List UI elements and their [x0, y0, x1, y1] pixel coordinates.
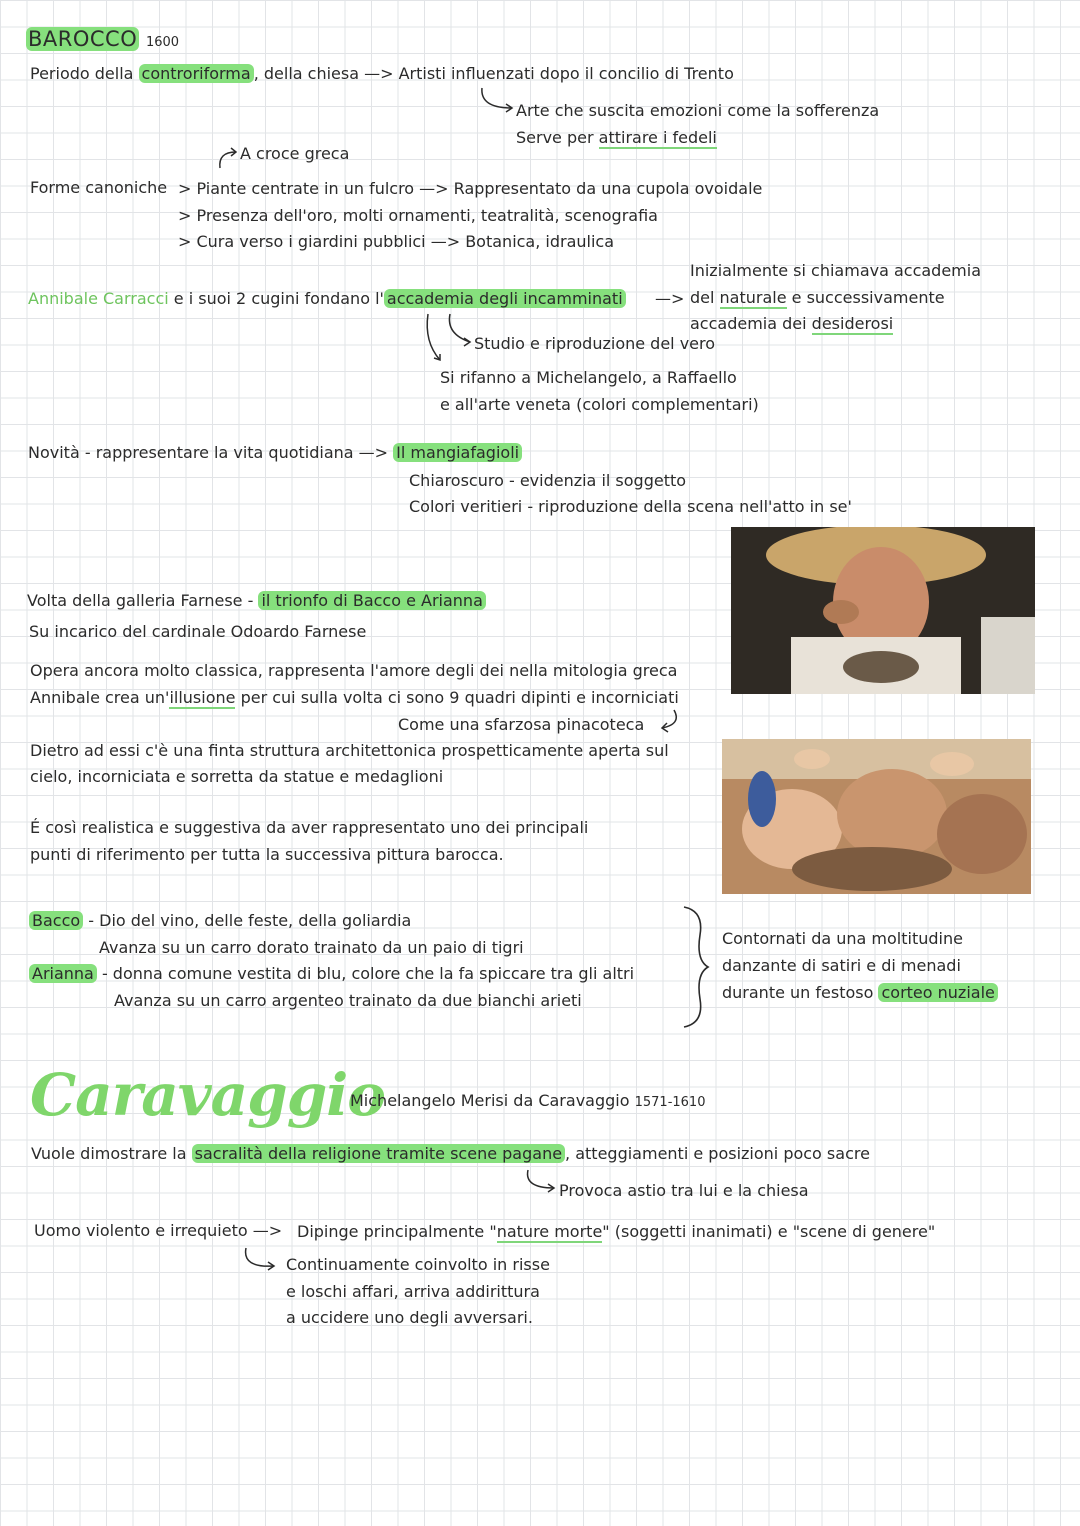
croce-greca: A croce greca: [240, 144, 350, 163]
rifanno-2: e all'arte veneta (colori complementari): [440, 395, 759, 414]
novita-text: Novità - rappresentare la vita quotidiana —>: [28, 443, 389, 462]
incarico: Su incarico del cardinale Odoardo Farnese: [29, 622, 367, 641]
double-curve-arrow-icon: [420, 312, 480, 372]
arianna-desc: - donna comune vestita di blu, colore che la fa spiccare tra gli altri: [96, 964, 635, 983]
caravaggio-l1: [31, 1144, 870, 1164]
forme-item-1: > Piante centrate in un fulcro —> Rappresentato da una cupola ovoidale: [178, 179, 763, 198]
title-year: 1600: [145, 35, 180, 50]
page-title: [26, 26, 179, 56]
caravaggio-title: Caravaggio: [30, 1061, 385, 1129]
intro-text-a: Periodo della: [30, 64, 139, 83]
dipinge-line: [297, 1222, 935, 1242]
naturale-underline: naturale: [719, 288, 787, 307]
caravaggio-l1-b: , atteggiamenti e posizioni poco sacre: [565, 1144, 870, 1163]
incamminati-highlight: accademia degli incamminati: [384, 289, 626, 308]
mangiafagioli-figure: [731, 527, 1035, 694]
curve-arrow-icon: [478, 86, 518, 116]
volta-title: [27, 591, 486, 611]
corteo-highlight: corteo nuziale: [878, 983, 997, 1002]
desiderosi-line: [690, 314, 893, 334]
colori-veritieri: Colori veritieri - riproduzione della scena nell'atto in se': [409, 497, 852, 516]
caravaggio-fullname: Michelangelo Merisi da Caravaggio: [350, 1091, 630, 1110]
sacralita-highlight: sacralità della religione tramite scene pagane: [192, 1144, 565, 1163]
contornati-1: Contornati da una moltitudine: [722, 929, 963, 948]
volta-title-a: Volta della galleria Farnese -: [27, 591, 259, 610]
volta-p4: cielo, incorniciata e sorretta da statue e medaglioni: [30, 767, 444, 786]
mangiafagioli-highlight: Il mangiafagioli: [393, 443, 522, 462]
bacco-desc2: Avanza su un carro dorato trainato da un paio di tigri: [99, 938, 524, 957]
caravaggio-years: 1571-1610: [634, 1095, 706, 1110]
volta-p6: punti di riferimento per tutta la successiva pittura barocca.: [30, 845, 504, 864]
controriforma-highlight: controriforma: [139, 64, 254, 83]
volta-p2-b: per cui sulla volta ci sono 9 quadri dipinti e incorniciati: [235, 688, 679, 707]
inizialmente: Inizialmente si chiamava accademia: [690, 261, 982, 280]
volta-p2: [30, 688, 679, 708]
contornati-3-a: durante un festoso: [722, 983, 879, 1002]
studio-vero: Studio e riproduzione del vero: [474, 334, 716, 353]
risse-2: e loschi affari, arriva addirittura: [286, 1282, 540, 1301]
desiderosi-underline: desiderosi: [811, 314, 894, 333]
desiderosi-a: accademia dei: [690, 314, 812, 333]
bacco-highlight: Bacco: [29, 911, 83, 930]
naturale-line: [690, 288, 945, 308]
trionfo-highlight: il trionfo di Bacco e Arianna: [258, 591, 485, 610]
arte-emozioni: Arte che suscita emozioni come la sofferenza: [516, 101, 880, 120]
bacco-line: [29, 911, 411, 931]
forme-item-3: > Cura verso i giardini pubblici —> Botanica, idraulica: [178, 232, 615, 251]
naturale-a: del: [690, 288, 720, 307]
naturale-b: e successivamente: [786, 288, 945, 307]
carracci-text: e i suoi 2 cugini fondano l': [168, 289, 384, 308]
volta-p2-a: Annibale crea un': [30, 688, 170, 707]
accademia-arrow: —>: [655, 289, 685, 308]
volta-p3: Dietro ad essi c'è una finta struttura architettonica prospetticamente aperta sul: [30, 741, 669, 760]
intro-line: [30, 64, 734, 84]
attirare-underline: attirare i fedeli: [598, 128, 717, 147]
arianna-desc2: Avanza su un carro argenteo trainato da due bianchi arieti: [114, 991, 582, 1010]
curl-arrow-icon: [654, 708, 684, 734]
contornati-3: [722, 983, 998, 1003]
trionfo-painting: [722, 739, 1031, 894]
uomo-violento: Uomo violento e irrequieto —>: [34, 1221, 283, 1240]
curve-up-arrow-icon: [212, 146, 242, 170]
illusione-underline: illusione: [169, 688, 236, 707]
forme-item-2: > Presenza dell'oro, molti ornamenti, teatralità, scenografia: [178, 206, 658, 225]
caravaggio-full: [350, 1091, 705, 1113]
novita-line: [28, 443, 522, 463]
title-text: BAROCCO: [28, 27, 138, 51]
attirare-fedeli: [516, 128, 717, 148]
dipinge-b: " (soggetti inanimati) e "scene di genere": [602, 1222, 936, 1241]
rifanno-1: Si rifanno a Michelangelo, a Raffaello: [440, 368, 737, 387]
curve-arrow-icon-3: [240, 1246, 280, 1276]
carracci-name: Annibale Carracci: [28, 289, 169, 308]
risse-3: a uccidere uno degli avversari.: [286, 1308, 533, 1327]
nature-morte-underline: nature morte: [496, 1222, 603, 1241]
chiaroscuro: Chiaroscuro - evidenzia il soggetto: [409, 471, 687, 490]
arianna-line: [29, 964, 634, 984]
dipinge-a: Dipinge principalmente ": [297, 1222, 497, 1241]
volta-p1: Opera ancora molto classica, rappresenta l'amore degli dei nella mitologia greca: [30, 661, 678, 680]
mangiafagioli-painting: [731, 527, 1035, 694]
curve-arrow-icon-2: [522, 1168, 558, 1198]
contornati-2: danzante di satiri e di menadi: [722, 956, 961, 975]
trionfo-scene: [722, 739, 1031, 894]
pinacoteca: Come una sfarzosa pinacoteca: [398, 715, 645, 734]
attirare-text: Serve per: [516, 128, 599, 147]
risse-1: Continuamente coinvolto in risse: [286, 1255, 550, 1274]
curly-brace-icon: [678, 905, 712, 1030]
arianna-highlight: Arianna: [29, 964, 97, 983]
bacco-desc: - Dio del vino, delle feste, della goliardia: [83, 911, 412, 930]
forme-label: Forme canoniche: [30, 178, 168, 197]
carracci-line: [28, 289, 626, 309]
intro-text-b: , della chiesa —> Artisti influenzati dopo il concilio di Trento: [253, 64, 734, 83]
astio: Provoca astio tra lui e la chiesa: [559, 1181, 809, 1200]
volta-p5: É così realistica e suggestiva da aver rappresentato uno dei principali: [30, 818, 589, 837]
caravaggio-l1-a: Vuole dimostrare la: [31, 1144, 192, 1163]
